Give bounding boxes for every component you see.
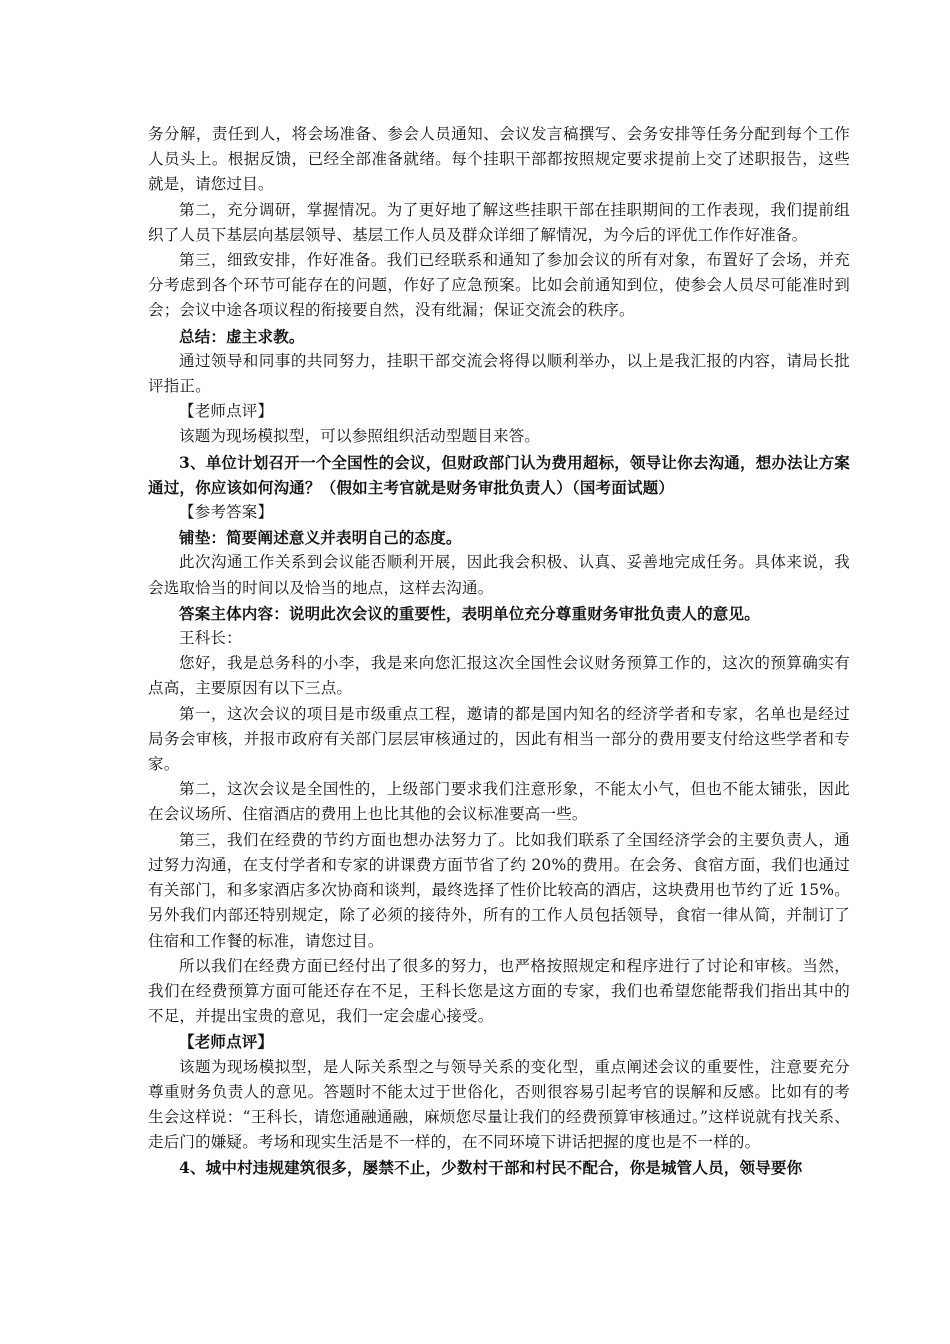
section-label: 【老师点评】 (179, 402, 274, 421)
paragraph: 通过领导和同事的共同努力，挂职干部交流会将得以顺利举办，以上是我汇报的内容，请局长批评指正。 (148, 351, 850, 396)
section-heading: 答案主体内容：说明此次会议的重要性，表明单位充分尊重财务审批负责人的意见。 (179, 603, 760, 623)
section-heading: 总结：虚主求教。 (179, 326, 305, 346)
salutation: 王科长： (179, 629, 242, 648)
paragraph: 第三，细致安排，作好准备。我们已经联系和通知了参加会议的所有对象，布置好了会场，并充分考虑到各个环节可能存在的问题，作好了应急预案。比如会前通知到位，使参会人员尽可能准时到会；会议中途各项议程的衔接要自然，没有纰漏；保证交流会的秩序。 (148, 251, 850, 320)
paragraph: 务分解，责任到人，将会场准备、参会人员通知、会议发言稿撰写、会务安排等任务分配到每个工作人员头上。根据反馈，已经全部准备就绪。每个挂职干部都按照规定要求提前上交了述职报告，这些就是，请您过目。 (148, 125, 850, 194)
paragraph: 第二，充分调研，掌握情况。为了更好地了解这些挂职干部在挂职期间的工作表现，我们提前组织了人员下基层向基层领导、基层工作人员及群众详细了解情况，为今后的评优工作作好准备。 (148, 200, 850, 244)
section-label: 【参考答案】 (179, 503, 274, 522)
section-heading: 铺垫：简要阐述意义并表明自己的态度。 (179, 528, 462, 548)
question-heading: 3、单位计划召开一个全国性的会议，但财政部门认为费用超标，领导让你去沟通，想办法让方案通过，你应该如何沟通？（假如主考官就是财务审批负责人）（国考面试题） (148, 452, 850, 497)
question-heading: 4、城中村违规建筑很多，屡禁不止，少数村干部和村民不配合，你是城管人员，领导要你 (179, 1158, 803, 1178)
paragraph: 第三，我们在经费的节约方面也想办法努力了。比如我们联系了全国经济学会的主要负责人，通过努力沟通，在支付学者和专家的讲课费方面节省了约 20%的费用。在会务、食宿方面，我们也通过有关部门，和多家酒店多次协商和谈判，最终选择了性价比较高的酒店，这块费用也节约了近 15%。另外我们内部还特别规定，除了必须的接待外，所有的工作人员包括领导，食宿一律从简，并制订了住宿和工作餐的标准，请您过目。 (148, 830, 850, 950)
paragraph: 第一，这次会议的项目是市级重点工程，邀请的都是国内知名的经济学者和专家，名单也是经过局务会审核，并报市政府有关部门层层审核通过的，因此有相当一部分的费用要支付给这些学者和专家。 (148, 704, 850, 774)
paragraph: 该题为现场模拟型，可以参照组织活动型题目来答。 (179, 427, 541, 446)
section-label: 【老师点评】 (179, 1032, 274, 1052)
paragraph: 该题为现场模拟型，是人际关系型之与领导关系的变化型，重点阐述会议的重要性，注意要充分尊重财务负责人的意见。答题时不能太过于世俗化，否则很容易引起考官的误解和反感。比如有的考生会这样说：“王科长，请您通融通融，麻烦您尽量让我们的经费预算审核通过。”这样说就有找关系、走后门的嫌疑。考场和现实生活是不一样的，在不同环境下讲话把握的度也是不一样的。 (148, 1057, 850, 1152)
paragraph: 此次沟通工作关系到会议能否顺利开展，因此我会积极、认真、妥善地完成任务。具体来说，我会选取恰当的时间以及恰当的地点，这样去沟通。 (148, 553, 850, 597)
paragraph: 第二，这次会议是全国性的，上级部门要求我们注意形象，不能太小气，但也不能太铺张，因此在会议场所、住宿酒店的费用上也比其他的会议标准要高一些。 (148, 780, 850, 824)
paragraph: 您好，我是总务科的小李，我是来向您汇报这次全国性会议财务预算工作的，这次的预算确实有点高，主要原因有以下三点。 (148, 654, 850, 698)
paragraph: 所以我们在经费方面已经付出了很多的努力，也严格按照规定和程序进行了讨论和审核。当然，我们在经费预算方面可能还存在不足，王科长您是这方面的专家，我们也希望您能帮我们指出其中的不足，并提出宝贵的意见，我们一定会虚心接受。 (148, 956, 850, 1026)
